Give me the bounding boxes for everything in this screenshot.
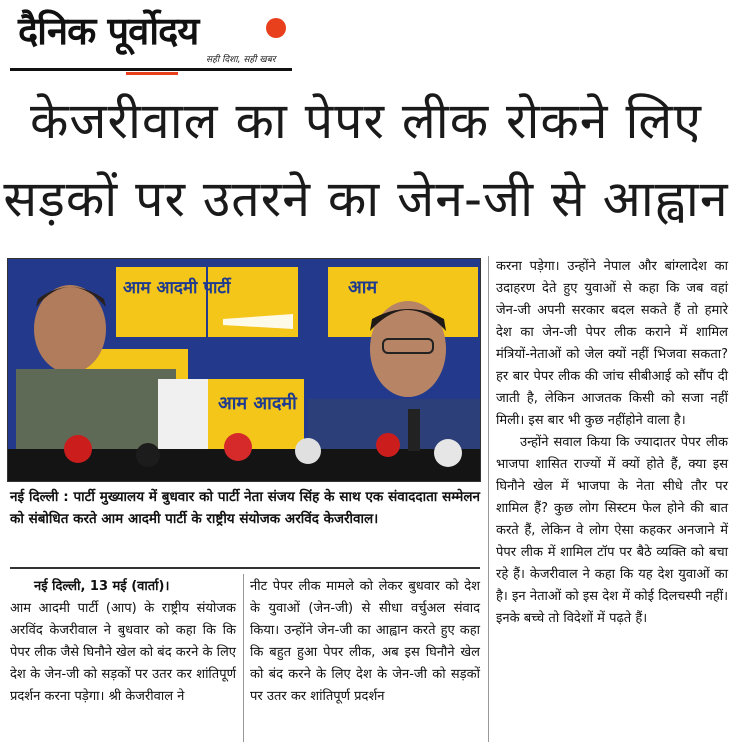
tagline: सही दिशा, सही खबर (206, 55, 276, 65)
article-text: करना पड़ेगा। उन्होंने नेपाल और बांग्लादेश का उदाहरण देते हुए युवाओं से कहा कि जब वहां जेन-जी अपनी सरकार बदल सकते हैं तो हमारे देश का जेन-जी पेपर लीक कराने में शामिल मंत्रियों-नेताओं को जेल क्यों नहीं भिजवा सकता? हर बार पेपर लीक की जांच सीबीआई को सौंप दी जाती है, लेकिन आजतक किसी को सजा नहीं मिली। इस बार भी कुछ नहींहोने वाला है। (496, 259, 728, 428)
news-photo (7, 258, 481, 482)
newspaper-logo: दैनिक पूर्वोदय (18, 9, 199, 53)
backdrop-text-3: आम (348, 277, 378, 298)
article-text: नीट पेपर लीक मामले को लेकर बुधवार को देश के युवाओं (जेन-जी) से सीधा वर्चुअल संवाद किया। उन्होंने जेन-जी का आह्वान करते हुए कहा कि बहुत हुआ पेपर लीक, अब इस घिनौने खेल को बंद करने के लिए देश के जेन-जी को सड़कों पर उतर कर शांतिपूर्ण प्रदर्शन (250, 579, 480, 704)
masthead-rule (10, 68, 292, 71)
headline-line-2: सड़कों पर उतरने का जेन-जी से आह्वान (3, 170, 729, 228)
article-column-1 (10, 576, 236, 708)
dateline: नई दिल्ली, 13 मई (वार्ता)। (34, 579, 170, 594)
photo-caption: नई दिल्ली : पार्टी मुख्यालय में बुधवार को पार्टी नेता संजय सिंह के साथ एक संवाददाता सम्मेलन को संबोधित करते आम आदमी पार्टी के राष्ट्रीय संयोजक अरविंद केजरीवाल। (10, 489, 480, 527)
masthead (8, 4, 298, 74)
headline-line-1: केजरीवाल का पेपर लीक रोकने लिए (30, 92, 702, 150)
masthead-accent (126, 72, 178, 75)
article-column-3 (496, 256, 728, 630)
article-text: आम आदमी पार्टी (आप) के राष्ट्रीय संयोजक अरविंद केजरीवाल ने बुधवार को कहा कि कि पेपर लीक जैसे घिनौने खेल को बंद करने के लिए देश के जेन-जी को सड़कों पर उतर कर शांतिपूर्ण प्रदर्शन करना पड़ेगा। श्री केजरीवाल ने (10, 601, 236, 704)
article-column-2 (250, 576, 480, 708)
column-rule (243, 574, 244, 742)
logo-sun-icon (266, 18, 286, 38)
press-conference-illustration (8, 259, 480, 481)
caption-rule (10, 567, 480, 569)
column-rule (488, 256, 489, 742)
backdrop-text-1: आम आदमी पार्टी (123, 278, 231, 298)
backdrop-text-2: आम आदमी (218, 393, 297, 414)
article-text: उन्होंने सवाल किया कि ज्यादातर पेपर लीक भाजपा शासित राज्यों में क्यों होते हैं, क्या इस घिनौने खेल में भाजपा के नेता सीधे तौर पर शामिल हैं? कुछ लोग सिस्टम फेल होने की बात करते हैं, लेकिन वे लोग ऐसा कहकर अनजाने में पेपर लीक में शामिल टॉप पर बैठे व्यक्ति को बचा रहे हैं। केजरीवाल ने कहा कि यह देश युवाओं का है। इन नेताओं को इस देश में कोई दिलचस्पी नहीं। इनके बच्चे तो विदेशों में पढ़ते हैं। (496, 435, 728, 626)
headline (0, 82, 732, 238)
